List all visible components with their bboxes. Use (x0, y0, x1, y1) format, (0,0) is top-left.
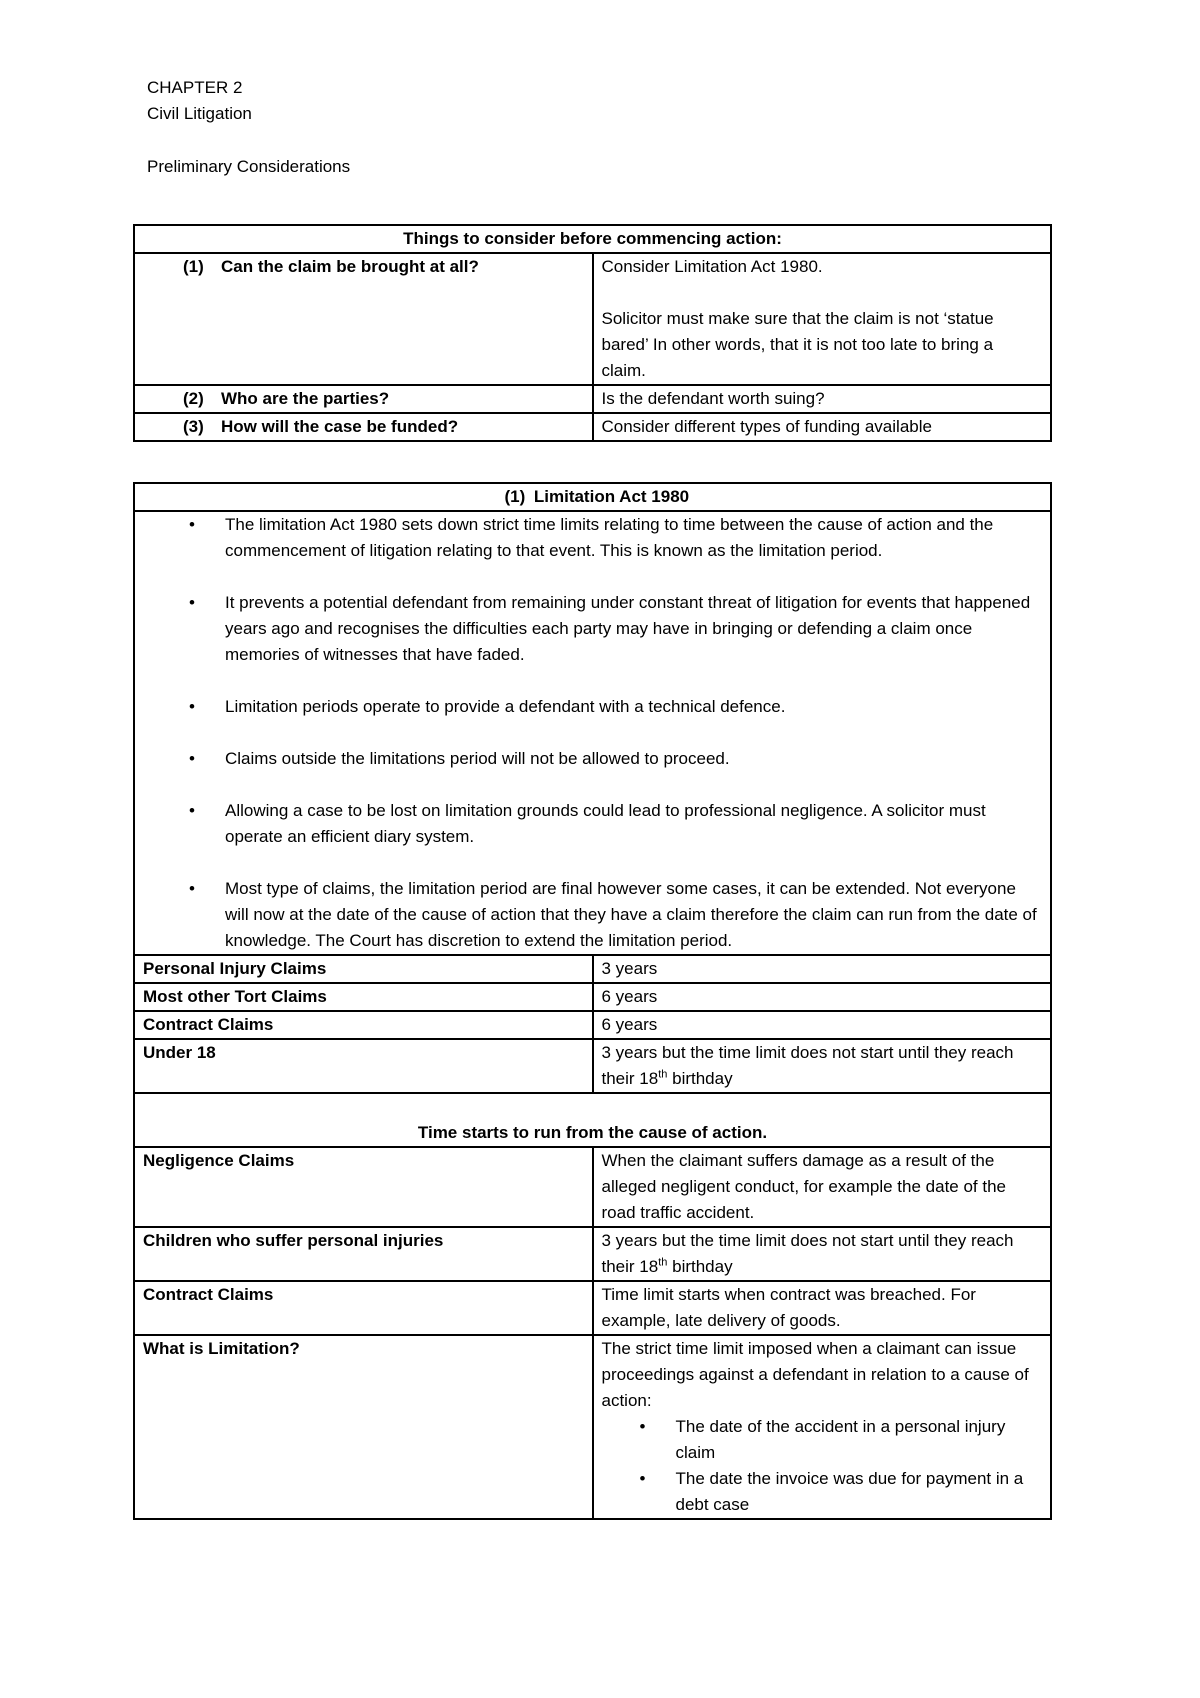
row-answer: Is the defendant worth suing? (593, 385, 1052, 413)
table-row: Contract Claims 6 years (134, 1011, 1051, 1039)
row-answer: Consider different types of funding available (593, 413, 1052, 441)
row-answer-detail: Solicitor must make sure that the claim is not ‘statue bared’ In other words, that it is not too late to bring a claim. (601, 309, 994, 380)
table-row (134, 253, 1051, 385)
row-number: (2) (183, 389, 204, 408)
list-item: • The limitation Act 1980 sets down strict time limits relating to time between the cause of action and the commencement of litigation relating to that event. This is known as the limitation period. (225, 512, 1042, 564)
row-question: Can the claim be brought at all? (221, 257, 479, 276)
list-item: • Allowing a case to be lost on limitation grounds could lead to professional negligence. A solicitor must operate an efficient diary system. (225, 798, 1042, 850)
list-item: • The date the invoice was due for payment in a debt case (676, 1466, 1043, 1518)
table-row: Contract Claims Time limit starts when contract was breached. For example, late delivery of goods. (134, 1281, 1051, 1335)
considerations-table (133, 224, 1052, 442)
subject-label: Civil Litigation (147, 104, 252, 123)
table-row (134, 385, 1051, 413)
table-row: Most other Tort Claims 6 years (134, 983, 1051, 1011)
list-item: • The date of the accident in a personal injury claim (676, 1414, 1043, 1466)
row-number: (1) (183, 257, 204, 276)
list-item: • Most type of claims, the limitation period are final however some cases, it can be extended. Not everyone will now at the date of the cause of action that they have a claim therefore the claim can run from the date of knowledge. The Court has discretion to extend the limitation period. (225, 876, 1042, 954)
row-question: Who are the parties? (221, 389, 390, 408)
considerations-table-title: Things to consider before commencing action: (134, 225, 1051, 253)
table-row: Under 18 3 years but the time limit does not start until they reach their 18th birthday (134, 1039, 1051, 1093)
table-row: What is Limitation? The strict time limit imposed when a claimant can issue proceedings against a defendant in relation to a cause of action: • The date of the accident in a personal injury claim • The date the invoice was due for payment in a debt case (134, 1335, 1051, 1519)
table-row: Children who suffer personal injuries 3 years but the time limit does not start until they reach their 18th birthday (134, 1227, 1051, 1281)
table-row: Personal Injury Claims 3 years (134, 955, 1051, 983)
time-starts-title: Time starts to run from the cause of action. (134, 1093, 1051, 1147)
list-item: • It prevents a potential defendant from remaining under constant threat of litigation for events that happened years ago and recognises the difficulties each party may have in bringing or defending a claim once memories of witnesses that have faded. (225, 590, 1042, 668)
section-title: Preliminary Considerations (147, 157, 351, 176)
limitation-table-title: (1) Limitation Act 1980 (134, 483, 1051, 511)
chapter-label: CHAPTER 2 (147, 78, 243, 97)
table-row: Negligence Claims When the claimant suffers damage as a result of the alleged negligent conduct, for example the date of the road traffic accident. (134, 1147, 1051, 1227)
list-item: • Claims outside the limitations period will not be allowed to proceed. (225, 746, 1042, 772)
row-number: (3) (183, 417, 204, 436)
row-question: How will the case be funded? (221, 417, 459, 436)
document-heading (147, 75, 350, 180)
list-item: • Limitation periods operate to provide a defendant with a technical defence. (225, 694, 1042, 720)
row-answer: Consider Limitation Act 1980. (601, 257, 823, 276)
limitation-bullets (134, 511, 1051, 955)
limitation-table (133, 482, 1052, 1520)
table-row (134, 413, 1051, 441)
